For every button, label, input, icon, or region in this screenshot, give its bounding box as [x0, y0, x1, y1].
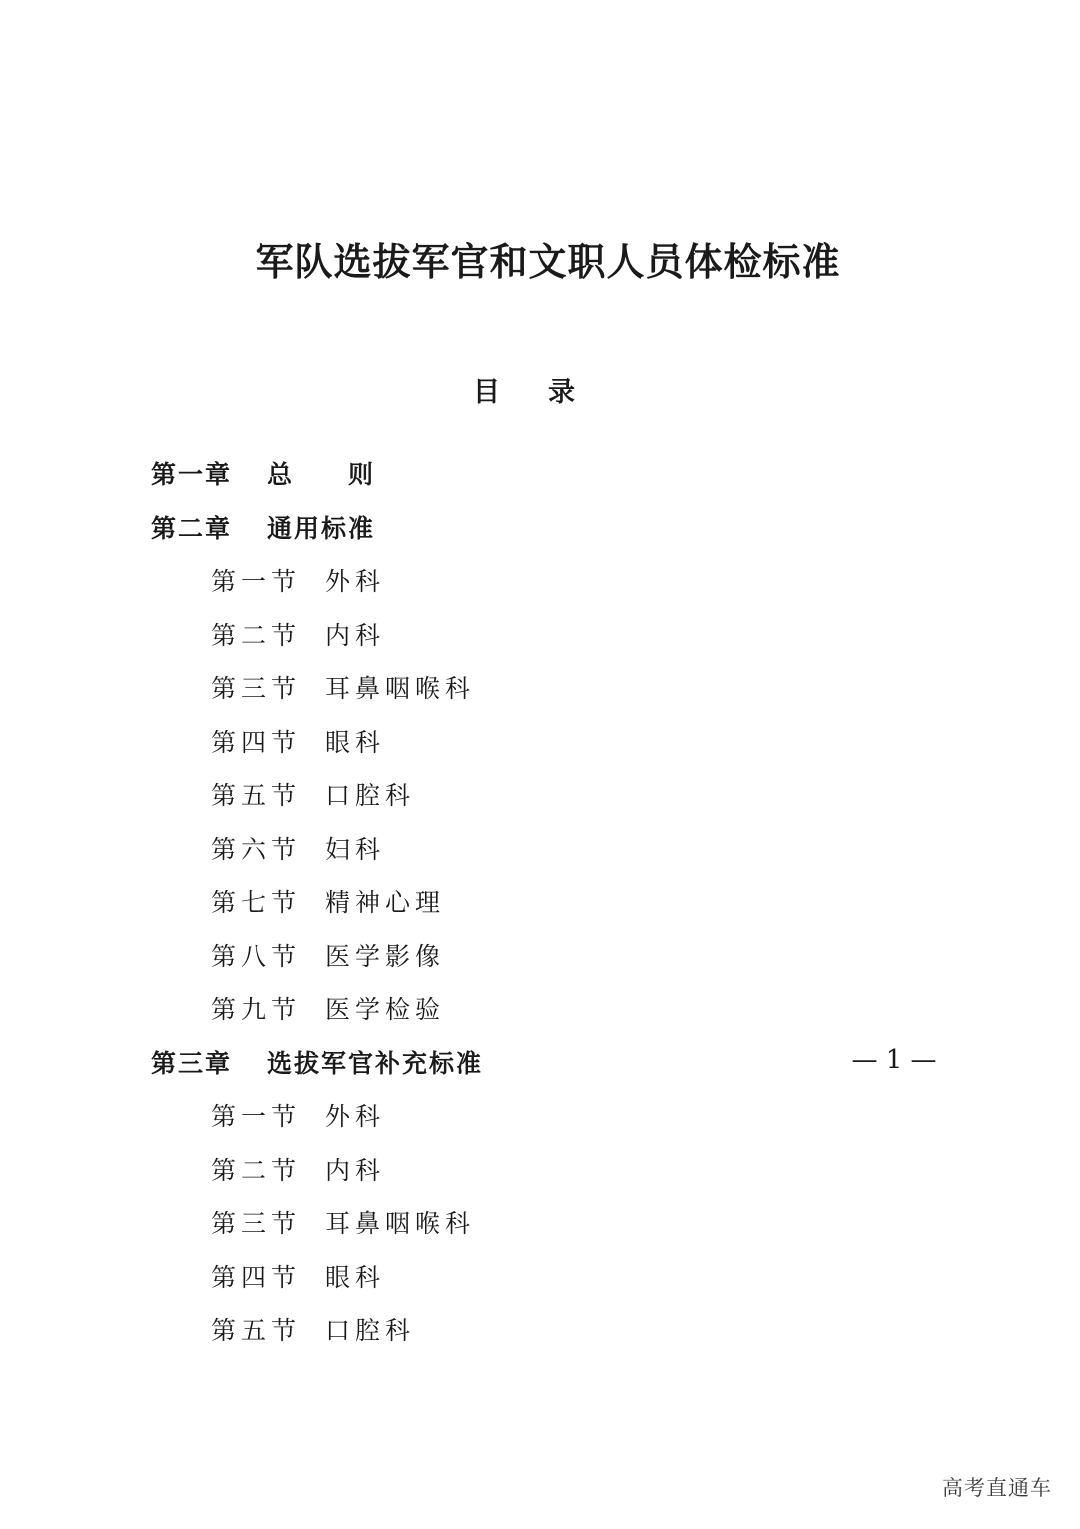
toc-chapter	[151, 448, 483, 502]
toc-entry-label: 妇科	[325, 834, 386, 864]
toc-section	[151, 1144, 483, 1198]
toc-entry-number: 第六节	[211, 834, 302, 864]
toc-entry-label: 医学检验	[325, 995, 446, 1024]
toc-entry-label: 耳鼻咽喉科	[325, 674, 476, 703]
toc-entry-number: 第九节	[211, 995, 302, 1024]
toc-entry-label: 口腔科	[325, 1316, 416, 1345]
toc-entry-number: 第三节	[211, 1209, 302, 1238]
toc-section	[151, 1304, 483, 1358]
toc-section	[151, 609, 483, 663]
toc-entry-number: 第三章	[151, 1048, 233, 1078]
toc-entry-label: 眼科	[325, 1262, 386, 1292]
toc-entry-label: 医学影像	[325, 941, 446, 971]
toc-section	[151, 823, 483, 877]
toc-entry-number: 第四节	[211, 727, 302, 757]
toc-entry-number: 第七节	[211, 888, 302, 917]
toc-entry-number: 第二节	[211, 1155, 302, 1185]
toc-entry-label: 精神心理	[325, 888, 446, 917]
table-of-contents	[151, 448, 483, 1358]
toc-entry-number: 第二节	[211, 620, 302, 650]
toc-entry-label: 选拔军官补充标准	[267, 1048, 484, 1078]
toc-section	[151, 769, 483, 823]
toc-entry-number: 第四节	[211, 1262, 302, 1292]
toc-entry-label: 口腔科	[325, 781, 416, 810]
toc-entry-number: 第一章	[151, 460, 233, 489]
toc-section	[151, 1090, 483, 1144]
toc-section	[151, 983, 483, 1037]
toc-entry-label: 耳鼻咽喉科	[325, 1209, 476, 1238]
toc-section	[151, 662, 483, 716]
toc-section	[151, 555, 483, 609]
toc-entry-label: 外科	[325, 1102, 386, 1131]
toc-entry-label: 内科	[325, 620, 386, 650]
document-title: 军队选拔军官和文职人员体检标准	[255, 239, 841, 284]
toc-chapter	[151, 1037, 483, 1091]
toc-entry-label: 眼科	[325, 727, 386, 757]
watermark: 高考直通车	[942, 1476, 1052, 1500]
toc-entry-number: 第二章	[151, 513, 233, 543]
toc-section	[151, 876, 483, 930]
toc-entry-number: 第一节	[211, 567, 302, 596]
toc-entry-label: 通用标准	[267, 513, 376, 543]
toc-section	[151, 1251, 483, 1305]
toc-section	[151, 1197, 483, 1251]
toc-chapter	[151, 502, 483, 556]
toc-entry-number: 第五节	[211, 781, 302, 810]
toc-section	[151, 716, 483, 770]
toc-heading: 目录	[473, 377, 623, 408]
toc-section	[151, 930, 483, 984]
toc-entry-number: 第八节	[211, 941, 302, 971]
page-number: — 1 —	[851, 1045, 937, 1075]
toc-entry-number: 第三节	[211, 674, 302, 703]
toc-entry-number: 第五节	[211, 1316, 302, 1345]
toc-entry-number: 第一节	[211, 1102, 302, 1131]
toc-entry-label: 总 则	[267, 460, 376, 489]
toc-entry-label: 内科	[325, 1155, 386, 1185]
toc-entry-label: 外科	[325, 567, 386, 596]
